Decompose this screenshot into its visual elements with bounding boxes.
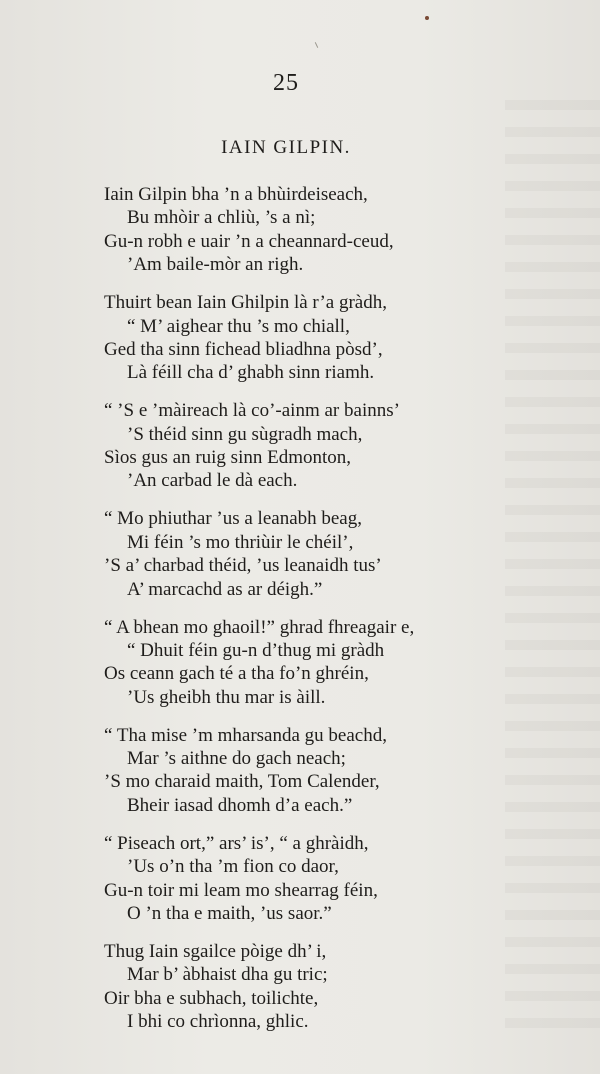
verse-line: Bu mhòir a chliù, ’s a nì; — [127, 207, 316, 229]
verse-line: “ ’S e ’màireach là co’-ainm ar bainns’ — [104, 400, 400, 422]
verse-line: Mi féin ’s mo thriùir le chéil’, — [127, 531, 354, 553]
verse-line: ’S théid sinn gu sùgradh mach, — [127, 423, 363, 445]
verse-line: ’S a’ charbad théid, ’us leanaidh tus’ — [104, 555, 382, 577]
verse-line: Thug Iain sgailce pòige dh’ i, — [104, 940, 327, 962]
verse-line: “ Piseach ort,” ars’ is’, “ a ghràidh, — [104, 832, 369, 854]
verse-line: ’Us o’n tha ’m fion co daor, — [127, 856, 339, 878]
verse-line: “ Tha mise ’m mharsanda gu beachd, — [104, 724, 387, 746]
verse-line: Mar b’ àbhaist dha gu tric; — [127, 964, 328, 986]
verse-line: Oir bha e subhach, toilichte, — [104, 987, 319, 1009]
verse-line: O ’n tha e maith, ’us saor.” — [127, 902, 332, 924]
verse-line: Là féill cha d’ ghabh sinn riamh. — [127, 362, 375, 384]
verse-line: “ Dhuit féin gu-n d’thug mi gràdh — [127, 639, 385, 661]
verse-line: ’An carbad le dà each. — [127, 470, 298, 492]
verse-line: Sìos gus an ruig sinn Edmonton, — [104, 447, 352, 469]
verse-line: I bhi co chrìonna, ghlic. — [127, 1011, 309, 1033]
stanza-5 — [104, 616, 524, 710]
poem-body — [104, 183, 524, 1048]
poem-title: IAIN GILPIN. — [221, 137, 351, 158]
verse-line: Iain Gilpin bha ’n a bhùirdeiseach, — [104, 184, 368, 205]
stanza-6 — [104, 724, 524, 818]
ink-speck — [425, 16, 429, 20]
stanza-1 — [104, 183, 524, 277]
verse-line: “ A bhean mo ghaoil!” ghrad fhreagair e, — [104, 616, 415, 638]
stanza-4 — [104, 507, 524, 601]
verse-line: Gu-n robh e uair ’n a cheannard-ceud, — [104, 230, 394, 252]
verse-line: ’Us gheibh thu mar is àill. — [127, 686, 326, 708]
stanza-3 — [104, 399, 524, 493]
verse-line: Os ceann gach té a tha fo’n ghréin, — [104, 663, 369, 685]
verse-line: ’Am baile-mòr an righ. — [127, 254, 304, 276]
verse-line: Gu-n toir mi leam mo shearrag féin, — [104, 879, 378, 901]
paper-mark — [315, 42, 318, 48]
verse-line: Bheir iasad dhomh d’a each.” — [127, 794, 353, 816]
stanza-2 — [104, 291, 524, 385]
verse-line: “ M’ aighear thu ’s mo chiall, — [127, 315, 350, 337]
verse-line: Mar ’s aithne do gach neach; — [127, 748, 346, 770]
stanza-8 — [104, 940, 524, 1034]
verse-line: A’ marcachd as ar déigh.” — [127, 578, 323, 600]
verse-line: ’S mo charaid maith, Tom Calender, — [104, 771, 380, 793]
stanza-7 — [104, 832, 524, 926]
verse-line: “ Mo phiuthar ’us a leanabh beag, — [104, 508, 362, 530]
page-number: 25 — [273, 70, 299, 96]
verse-line: Ged tha sinn fichead bliadhna pòsd’, — [104, 338, 383, 360]
verse-line: Thuirt bean Iain Ghilpin là r’a gràdh, — [104, 292, 387, 314]
